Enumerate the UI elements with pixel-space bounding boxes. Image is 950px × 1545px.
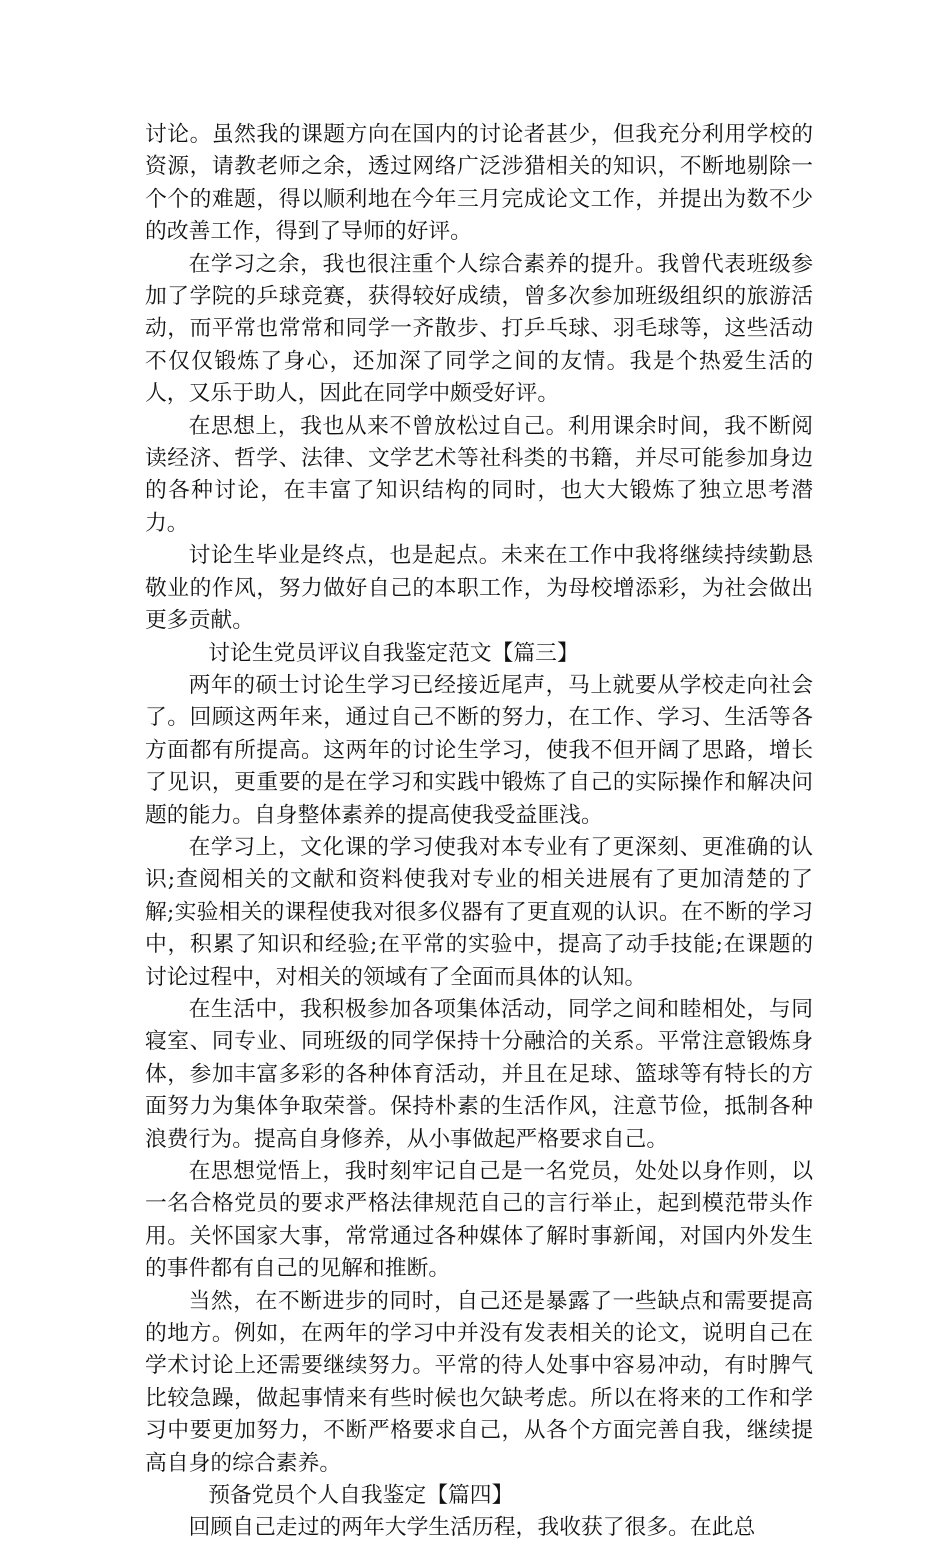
paragraph-4: 讨论生毕业是终点，也是起点。未来在工作中我将继续持续勤恳敬业的作风，努力做好自己的本职工作，为母校增添彩，为社会做出更多贡献。 <box>145 543 813 634</box>
paragraph-2: 在学习之余，我也很注重个人综合素养的提升。我曾代表班级参加了学院的乒球竞赛，获得较好成绩，曾多次参加班级组织的旅游活动，而平常也常常和同学一齐散步、打乒乓球、羽毛球等，这些活动不仅仅锻炼了身心，还加深了同学之间的友情。我是个热爱生活的人，又乐于助人，因此在同学中颇受好评。 <box>145 251 813 407</box>
section-heading-4: 预备党员个人自我鉴定【篇四】 <box>208 1483 514 1509</box>
paragraph-6: 在学习上，文化课的学习使我对本专业有了更深刻、更准确的认识;查阅相关的文献和资料使我对专业的相关进展有了更加清楚的了解;实验相关的课程使我对很多仪器有了更直观的认识。在不断的学习中，积累了知识和经验;在平常的实验中，提高了动手技能;在课题的讨论过程中，对相关的领域有了全面而具体的认知。 <box>145 834 813 990</box>
paragraph-5: 两年的硕士讨论生学习已经接近尾声，马上就要从学校走向社会了。回顾这两年来，通过自己不断的努力，在工作、学习、生活等各方面都有所提高。这两年的讨论生学习，使我不但开阔了思路，增长了见识，更重要的是在学习和实践中锻炼了自己的实际操作和解决问题的能力。自身整体素养的提高使我受益匪浅。 <box>145 672 813 828</box>
paragraph-10: 回顾自己走过的两年大学生活历程，我收获了很多。在此总 <box>188 1515 756 1541</box>
section-heading-3: 讨论生党员评议自我鉴定范文【篇三】 <box>208 640 579 666</box>
paragraph-7: 在生活中，我积极参加各项集体活动，同学之间和睦相处，与同寝室、同专业、同班级的同学保持十分融洽的关系。平常注意锻炼身体，参加丰富多彩的各种体育活动，并且在足球、篮球等有特长的方面努力为集体争取荣誉。保持朴素的生活作风，注意节俭，抵制各种浪费行为。提高自身修养，从小事做起严格要求自己。 <box>145 996 813 1152</box>
paragraph-9: 当然，在不断进步的同时，自己还是暴露了一些缺点和需要提高的地方。例如，在两年的学习中并没有发表相关的论文，说明自己在学术讨论上还需要继续努力。平常的待人处事中容易冲动，有时脾气比较急躁，做起事情来有些时候也欠缺考虑。所以在将来的工作和学习中要更加努力，不断严格要求自己，从各个方面完善自我，继续提高自身的综合素养。 <box>145 1288 813 1476</box>
document-page <box>145 119 813 1545</box>
paragraph-8: 在思想觉悟上，我时刻牢记自己是一名党员，处处以身作则，以一名合格党员的要求严格法律规范自己的言行举止，起到模范带头作用。关怀国家大事，常常通过各种媒体了解时事新闻，对国内外发生的事件都有自己的见解和推断。 <box>145 1159 813 1282</box>
paragraph-1: 讨论。虽然我的课题方向在国内的讨论者甚少，但我充分利用学校的资源，请教老师之余，透过网络广泛涉猎相关的知识，不断地剔除一个个的难题，得以顺利地在今年三月完成论文工作，并提出为数不少的改善工作，得到了导师的好评。 <box>145 122 813 245</box>
paragraph-3: 在思想上，我也从来不曾放松过自己。利用课余时间，我不断阅读经济、哲学、法律、文学艺术等社科类的书籍，并尽可能参加身边的各种讨论，在丰富了知识结构的同时，也大大锻炼了独立思考潜力。 <box>145 413 813 536</box>
